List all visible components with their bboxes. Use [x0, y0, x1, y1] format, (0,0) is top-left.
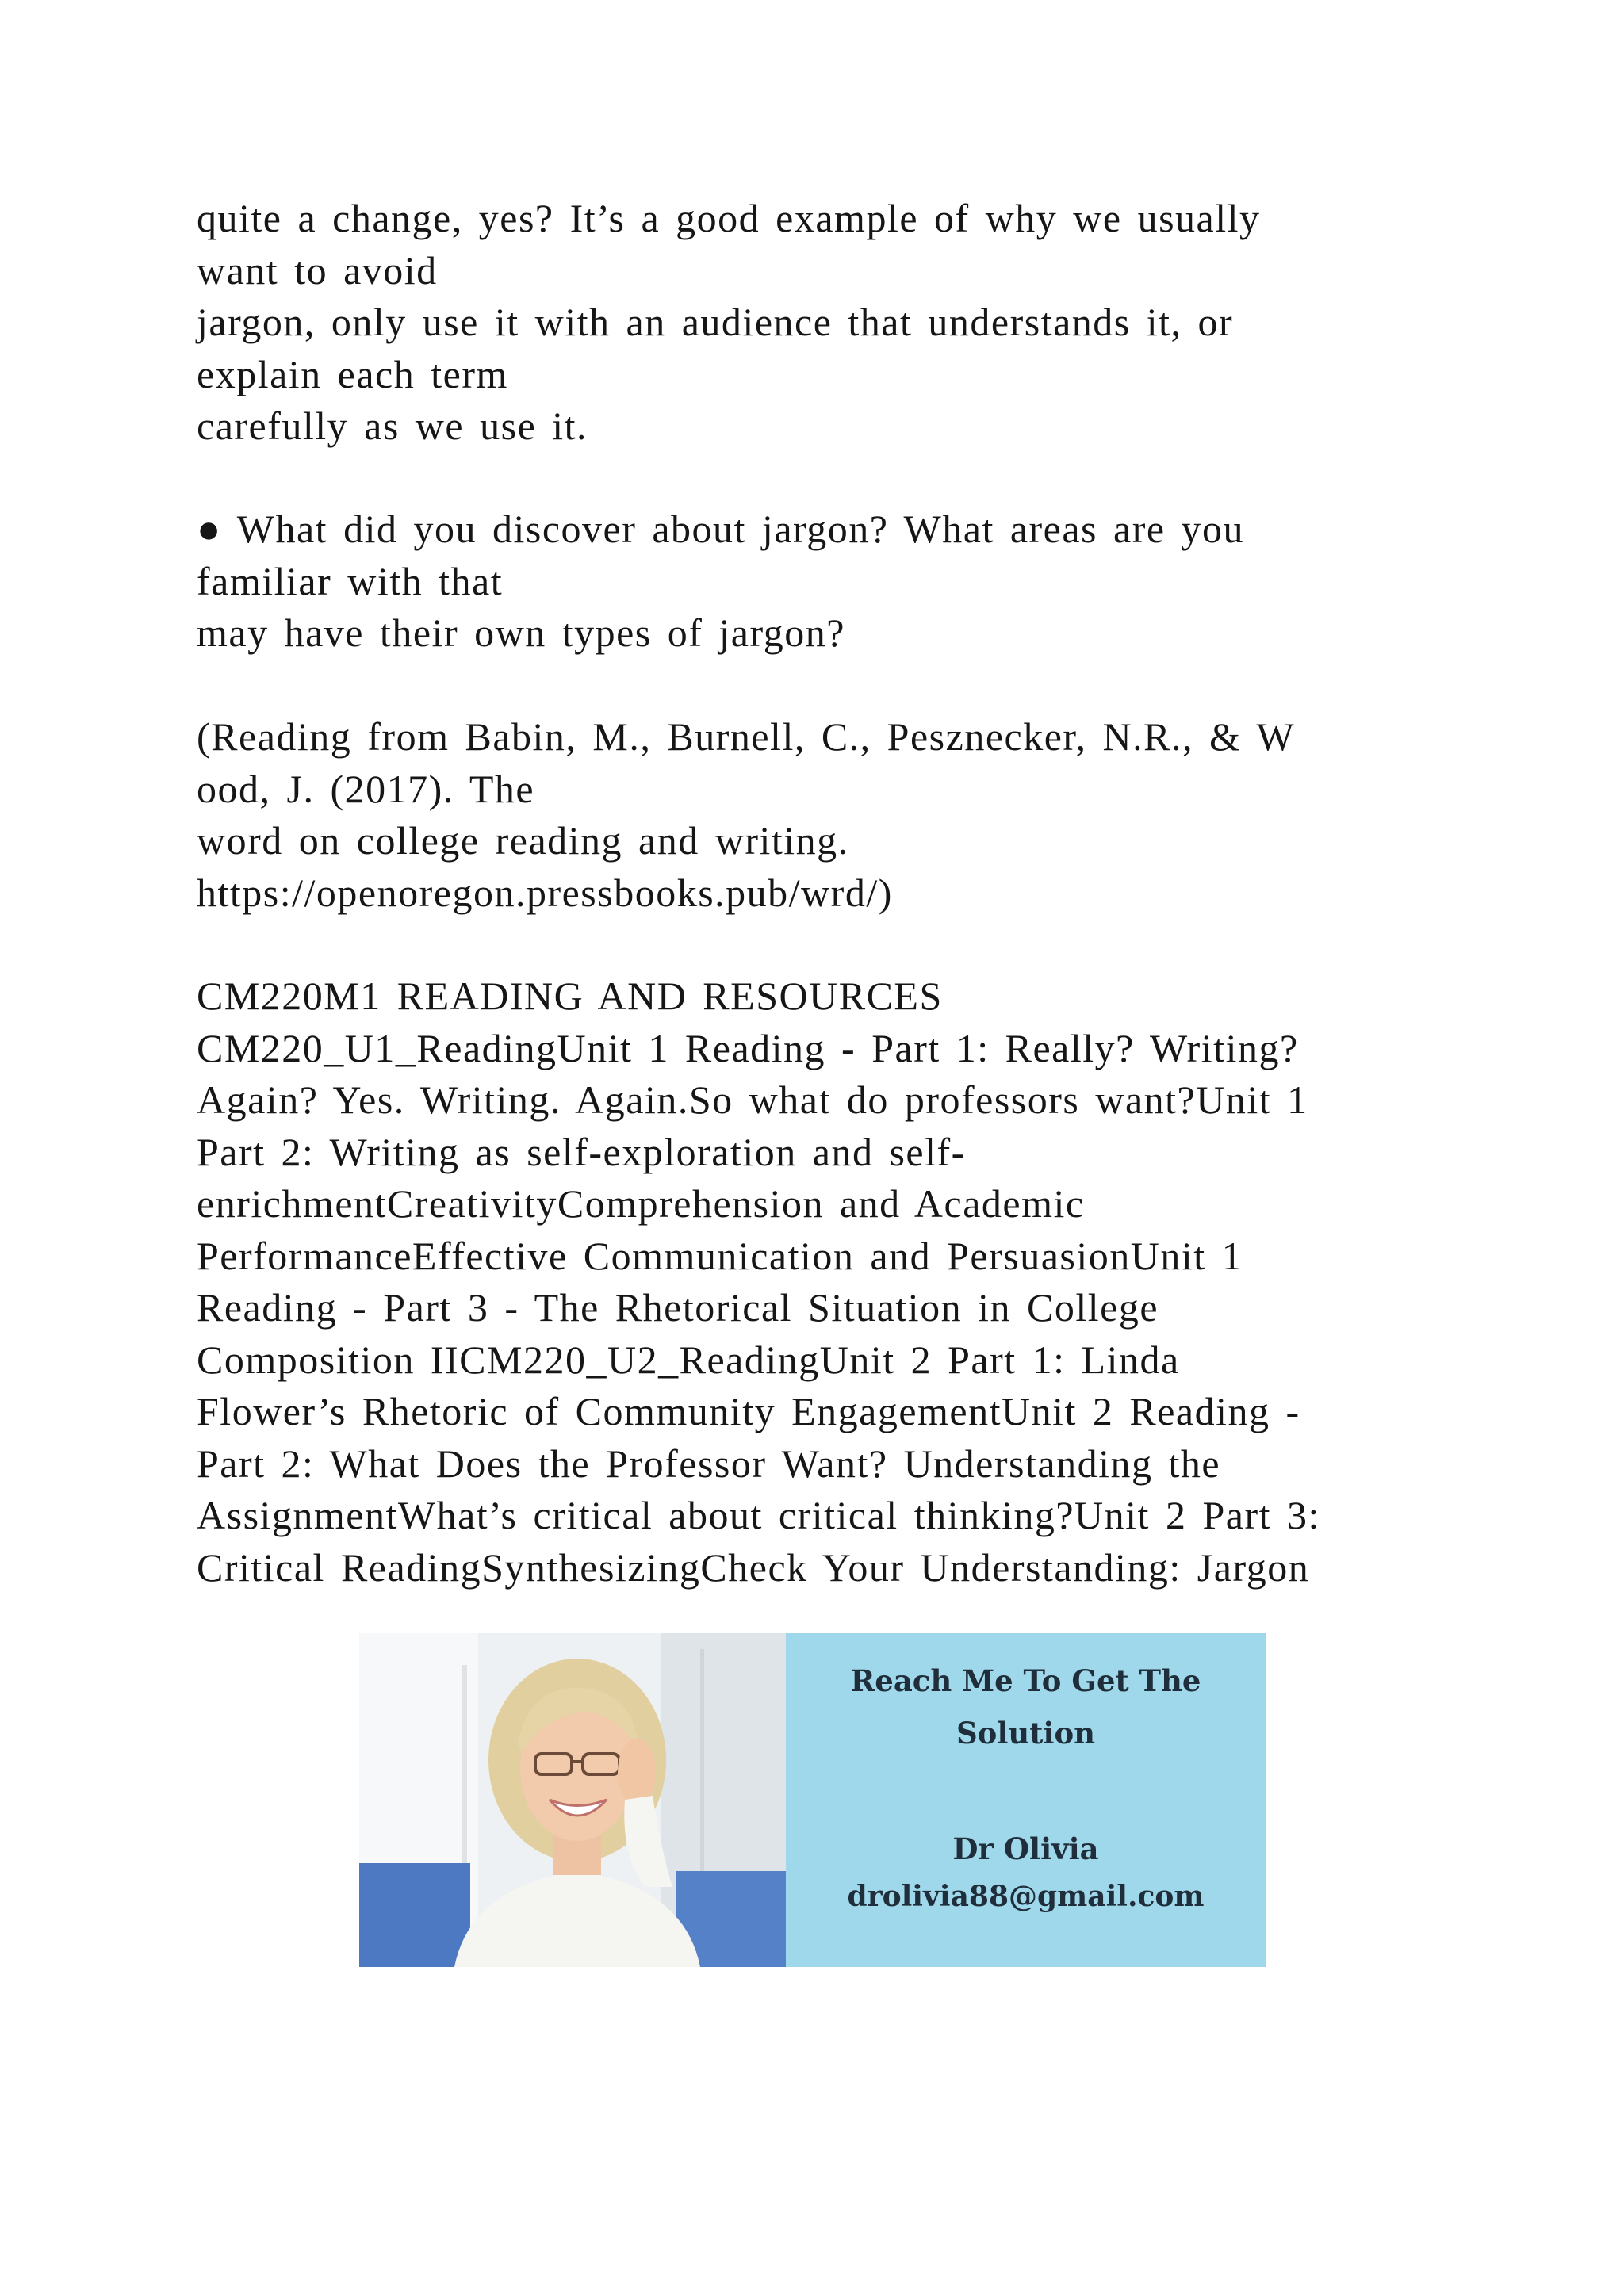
- portrait-photo: [359, 1633, 786, 1967]
- text-line: AssignmentWhat’s critical about critical thinking?Unit 2 Part 3:: [197, 1493, 1320, 1537]
- text-line: quite a change, yes? It’s a good example of why we usually: [197, 196, 1261, 240]
- text-line: Part 2: What Does the Professor Want? Understanding the: [197, 1441, 1221, 1486]
- paragraph-reading-resources: [197, 970, 1434, 1594]
- text-line: Critical ReadingSynthesizingCheck Your Understanding: Jargon: [197, 1544, 1310, 1590]
- text-line: ood, J. (2017). The: [197, 766, 535, 811]
- text-line: Part 2: Writing as self-exploration and self-: [197, 1129, 966, 1174]
- text-line: explain each term: [197, 351, 508, 396]
- text-line: word on college reading and writing.: [197, 818, 849, 863]
- portrait-illustration: [359, 1633, 786, 1967]
- paragraph-jargon-intro: [197, 193, 1434, 453]
- text-line: Reading - Part 3 - The Rhetorical Situation in College: [197, 1285, 1159, 1330]
- text-line: jargon, only use it with an audience that understands it, or: [197, 300, 1234, 344]
- citation-url: https://openoregon.pressbooks.pub/wrd/): [197, 870, 893, 915]
- paragraph-citation: [197, 711, 1434, 919]
- text-line: familiar with that: [197, 558, 504, 603]
- banner-heading-line-2: Solution: [956, 1716, 1096, 1751]
- text-line: CM220_U1_ReadingUnit 1 Reading - Part 1: Really? Writing?: [197, 1025, 1299, 1070]
- contact-email[interactable]: drolivia88@gmail.com: [847, 1880, 1205, 1913]
- banner-heading-line-1: Reach Me To Get The: [850, 1663, 1201, 1698]
- contact-banner: [359, 1633, 1266, 1967]
- text-line: carefully as we use it.: [197, 404, 588, 448]
- paragraph-discussion-question: [197, 503, 1434, 660]
- text-line: Composition IICM220_U2_ReadingUnit 2 Part 1: Linda: [197, 1337, 1180, 1382]
- contact-name: Dr Olivia: [952, 1831, 1099, 1866]
- text-line: enrichmentCreativityComprehension and Academic: [197, 1181, 1085, 1226]
- text-line: ● What did you discover about jargon? What areas are you: [197, 507, 1245, 551]
- text-line: (Reading from Babin, M., Burnell, C., Pesznecker, N.R., & W: [197, 714, 1296, 759]
- text-line: may have their own types of jargon?: [197, 610, 845, 655]
- text-line: Flower’s Rhetoric of Community EngagementUnit 2 Reading -: [197, 1389, 1300, 1433]
- text-line: PerformanceEffective Communication and PersuasionUnit 1: [197, 1233, 1243, 1278]
- section-heading: CM220M1 READING AND RESOURCES: [197, 974, 943, 1018]
- text-line: want to avoid: [197, 247, 438, 293]
- contact-panel: [786, 1633, 1266, 1967]
- text-line: Again? Yes. Writing. Again.So what do professors want?Unit 1: [197, 1077, 1308, 1122]
